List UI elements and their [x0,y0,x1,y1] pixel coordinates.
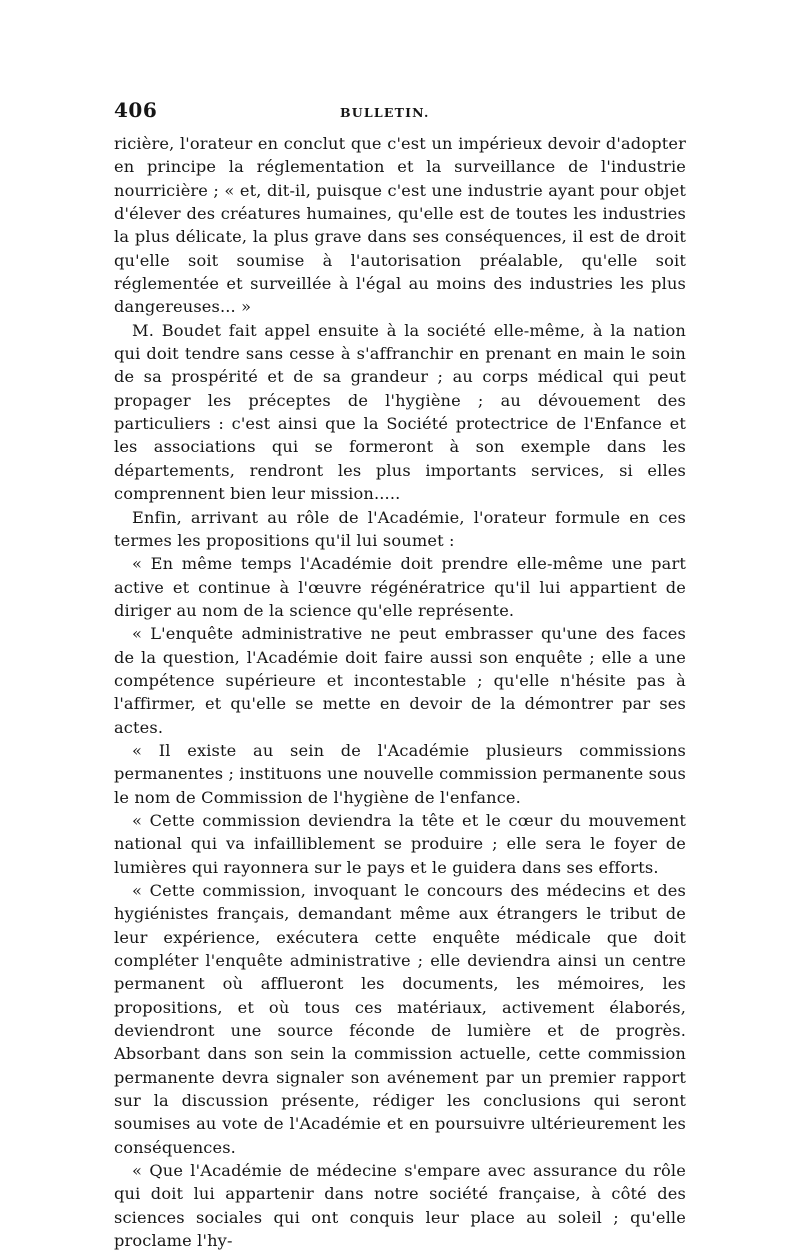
paragraph-quote: « En même temps l'Académie doit prendre elle-même une part active et continue à l'œuvre régénératrice qu'il lui appartient de diriger au nom de la science qu'elle représente. [114,554,686,620]
paragraph-quote: « Que l'Académie de médecine s'empare avec assurance du rôle qui doit lui appartenir dans notre société française, à côté des sciences sociales qui ont conquis leur place au soleil ; qu'elle proclame l'hy- [114,1161,686,1251]
body-text [114,132,686,1253]
paragraph: M. Boudet fait appel ensuite à la société elle-même, à la nation qui doit tendre sans cesse à s'affranchir en prenant en main le soin de sa prospérité et de sa grandeur ; au corps médical qui peut propager les préceptes de l'hygiène ; au dévouement des particuliers : c'est ainsi que la Société protectrice de l'Enfance et les associations qui se formeront à son exemple dans les départements, rendront les plus importants services, si elles comprennent bien leur mission..... [114,320,686,504]
running-title: BULLETIN. [340,105,430,120]
paragraph: Enfin, arrivant au rôle de l'Académie, l'orateur formule en ces termes les propositions qu'il lui soumet : [114,507,686,550]
paragraph-continuation: ricière, l'orateur en conclut que c'est un impérieux devoir d'adopter en principe la réglementation et la surveillance de l'industrie nourricière ; « et, dit-il, puisque c'est une industrie ayant pour objet d'élever des créatures humaines, qu'elle est de toutes les industries la plus délicate, la plus grave dans ses conséquences, il est de droit qu'elle soit soumise à l'autorisation préalable, qu'elle soit réglementée et surveillée à l'égal au moins des industries les plus dangereuses... » [114,134,686,317]
paragraph-quote: « Cette commission deviendra la tête et le cœur du mouvement national qui va infailliblement se produire ; elle sera le foyer de lumières qui rayonnera sur le pays et le guidera dans ses efforts. [114,810,686,877]
page-number: 406 [114,98,158,122]
page [114,98,686,1253]
paragraph-quote: « Il existe au sein de l'Académie plusieurs commissions permanentes ; instituons une nouvelle commission permanente sous le nom de Commission de l'hygiène de l'enfance. [114,740,686,807]
paragraph-quote: « Cette commission, invoquant le concours des médecins et des hygiénistes français, demandant même aux étrangers le tribut de leur expérience, exécutera cette enquête médicale que doit compléter l'enquête administrative ; elle deviendra ainsi un centre permanent où afflueront les documents, les mémoires, les propositions, et où tous ces matériaux, activement élaborés, deviendront une source féconde de lumière et de progrès. Absorbant dans son sein la commission actuelle, cette commission permanente devra signaler son avénement par un premier rapport sur la discussion présente, rédiger les conclusions qui seront soumises au vote de l'Académie et en poursuivre ultérieurement les conséquences. [114,881,686,1157]
paragraph-quote: « L'enquête administrative ne peut embrasser qu'une des faces de la question, l'Académie doit faire aussi son enquête ; elle a une compétence supérieure et incontestable ; qu'elle n'hésite pas à l'affirmer, et qu'elle se mette en devoir de la démontrer par ses actes. [114,624,686,737]
page-header [114,98,686,132]
